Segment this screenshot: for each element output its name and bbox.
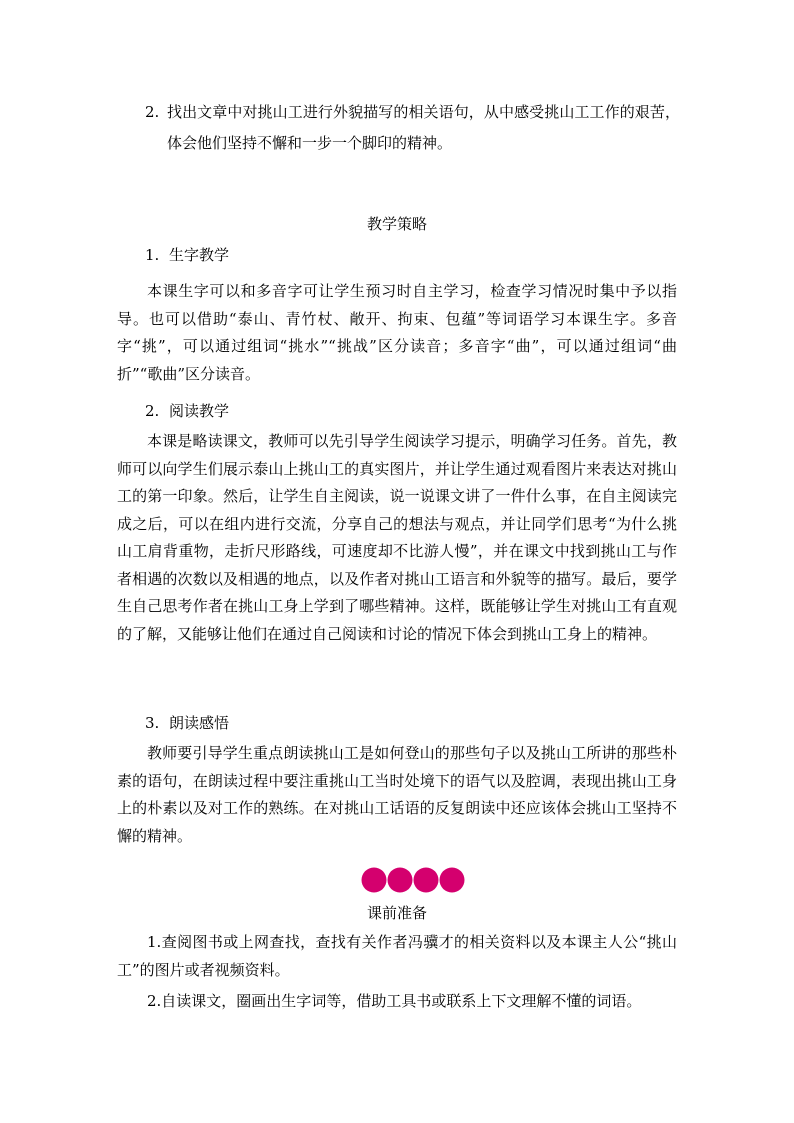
goal-item-number: 2. <box>145 103 160 121</box>
preparation-title: 课前准备 <box>366 904 427 922</box>
strategy-title: 教学策略 <box>366 215 427 233</box>
preparation-item-1: 1.查阅图书或上网查找，查找有关作者冯骥才的相关资料以及本课主人公“挑山工”的图片或者视频资料。 <box>117 933 677 979</box>
section-2-body <box>117 428 677 648</box>
section-2-paragraph: 本课是略读课文，教师可以先引导学生阅读学习提示，明确学习任务。首先，教师可以向学生们展示泰山上挑山工的真实图片，并让学生通过观看图片来表达对挑山工的第一印象。然后，让学生自主阅读，说一说课文讲了一件什么事，在自主阅读完成之后，可以在组内进行交流，分享自己的想法与观点，并让同学们思考“为什么挑山工肩背重物，走折尺形路线，可速度却不比游人慢”，并在课文中找到挑山工与作者相遇的次数以及相遇的地点，以及作者对挑山工语言和外貌等的描写。最后，要学生自己思考作者在挑山工身上学到了哪些精神。这样，既能够让学生对挑山工有直观的了解，又能够让他们在通过自己阅读和讨论的情况下体会到挑山工身上的精神。 <box>117 432 677 643</box>
section-3-body <box>117 740 677 850</box>
section-1-title: 生字教学 <box>169 246 230 264</box>
section-1-number: 1. <box>145 246 160 264</box>
section-3-heading <box>145 712 229 734</box>
circle-dot-icon <box>362 868 387 893</box>
section-3-title: 朗读感悟 <box>169 714 230 732</box>
section-1-body <box>117 278 677 388</box>
goal-item-text: 找出文章中对挑山工进行外貌描写的相关语句，从中感受挑山工工作的艰苦，体会他们坚持不懈和一步一个脚印的精神。 <box>167 103 680 152</box>
circle-dot-icon <box>388 868 413 893</box>
section-1-paragraph: 本课生字可以和多音字可让学生预习时自主学习，检查学习情况时集中予以指导。也可以借助“泰山、青竹杖、敞开、拘束、包蕴”等词语学习本课生字。多音字“挑”，可以通过组词“挑水”“挑战”区分读音；多音字“曲”，可以通过组词“曲折”“歌曲”区分读音。 <box>117 282 677 383</box>
section-3-paragraph: 教师要引导学生重点朗读挑山工是如何登山的那些句子以及挑山工所讲的那些朴素的语句，在朗读过程中要注重挑山工当时处境下的语气以及腔调，表现出挑山工身上的朴素以及对工作的熟练。在对挑山工话语的反复朗读中还应该体会挑山工坚持不懈的精神。 <box>117 744 677 845</box>
section-2-heading <box>145 400 229 422</box>
goal-item <box>145 97 680 159</box>
preparation-item-2: 2.自读课文，圈画出生字词等，借助工具书或联系上下文理解不懂的词语。 <box>147 992 642 1010</box>
preparation-list <box>117 929 677 1016</box>
decorative-dots <box>361 866 465 894</box>
section-1-heading <box>145 244 229 266</box>
section-3-number: 3. <box>145 714 160 732</box>
section-2-title: 阅读教学 <box>169 402 230 420</box>
circle-dot-icon <box>440 868 465 893</box>
section-2-number: 2. <box>145 402 160 420</box>
circle-dot-icon <box>414 868 439 893</box>
